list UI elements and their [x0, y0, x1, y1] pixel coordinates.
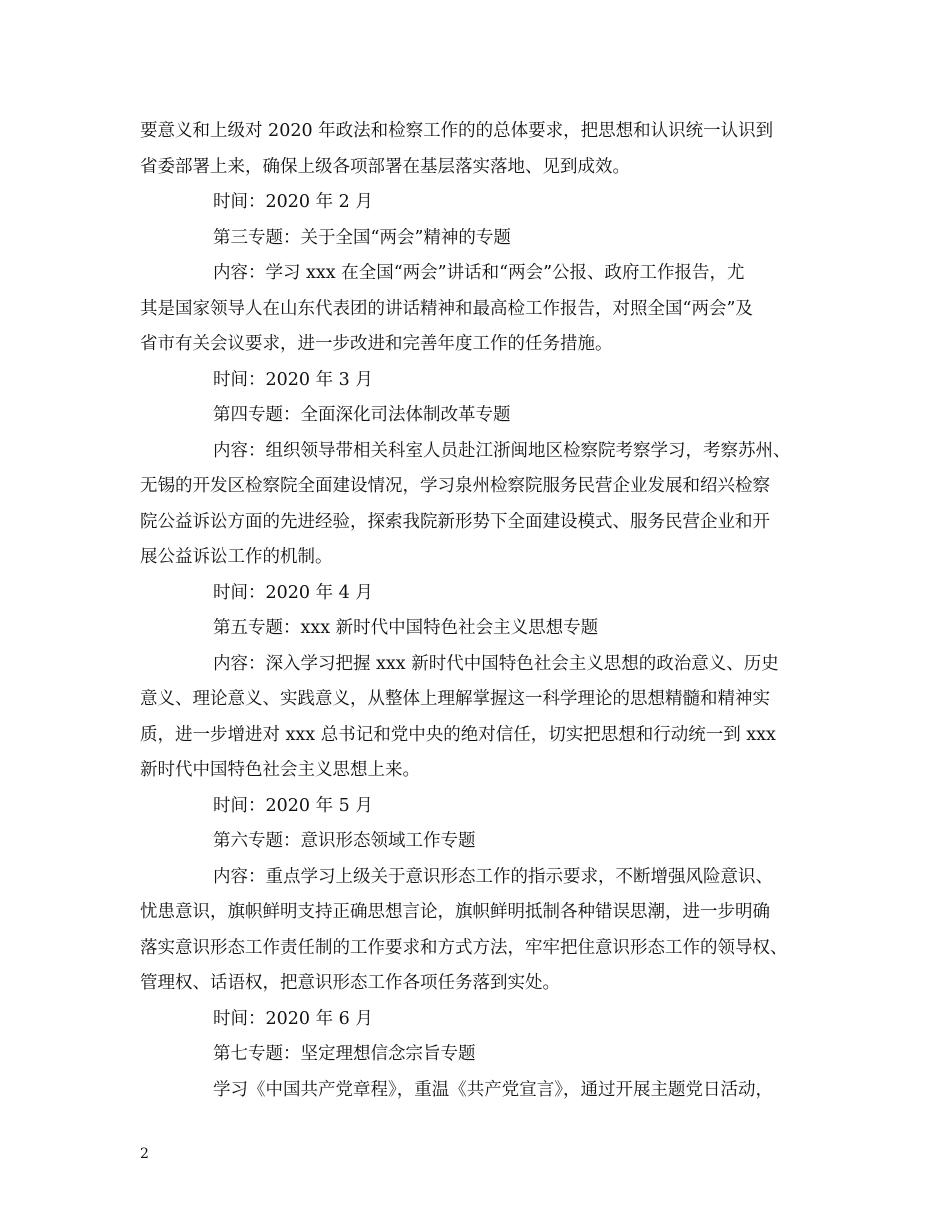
text-line: 时间：2020 年 6 月 — [213, 1008, 373, 1029]
text-line: 省委部署上来，确保上级各项部署在基层落实落地、见到成效。 — [140, 156, 630, 177]
text-line: 省市有关会议要求，进一步改进和完善年度工作的任务措施。 — [140, 334, 613, 354]
text-line: 内容：深入学习把握 xxx 新时代中国特色社会主义思想的政治意义、历史 — [213, 653, 779, 674]
text-line: 要意义和上级对 2020 年政法和检察工作的的总体要求，把思想和认识统一认识到 — [140, 121, 774, 141]
text-line: 时间：2020 年 4 月 — [213, 582, 373, 603]
text-line: 无锡的开发区检察院全面建设情况，学习泉州检察院服务民营企业发展和绍兴检察 — [140, 476, 770, 496]
text-line: 第六专题：意识形态领域工作专题 — [213, 831, 476, 851]
text-line: 第五专题：xxx 新时代中国特色社会主义思想专题 — [213, 618, 599, 638]
text-line: 时间：2020 年 2 月 — [213, 192, 373, 212]
text-line: 管理权、话语权，把意识形态工作各项任务落到实处。 — [140, 973, 560, 993]
text-line: 新时代中国特色社会主义思想上来。 — [140, 760, 420, 780]
text-line: 意义、理论意义、实践意义，从整体上理解掌握这一科学理论的思想精髓和精神实 — [140, 689, 770, 709]
text-line: 内容：组织领导带相关科室人员赴江浙闽地区检察院考察学习，考察苏州、 — [213, 440, 791, 461]
text-line: 质，进一步增进对 xxx 总书记和党中央的绝对信任，切实把思想和行动统一到 xxx — [140, 724, 776, 745]
text-line: 第三专题：关于全国“两会”精神的专题 — [213, 227, 511, 248]
text-line: 其是国家领导人在山东代表团的讲话精神和最高检工作报告，对照全国“两会”及 — [140, 298, 753, 319]
text-line: 落实意识形态工作责任制的工作要求和方式方法，牢牢把住意识形态工作的领导权、 — [140, 937, 788, 958]
text-line: 内容：学习 xxx 在全国“两会”讲话和“两会”公报、政府工作报告，尤 — [213, 263, 745, 283]
text-line: 院公益诉讼方面的先进经验，探索我院新形势下全面建设模式、服务民营企业和开 — [140, 511, 770, 532]
page-number: 2 — [140, 1146, 149, 1162]
text-line: 展公益诉讼工作的机制。 — [140, 547, 333, 567]
text-line: 第七专题：坚定理想信念宗旨专题 — [213, 1044, 476, 1064]
text-line: 时间：2020 年 5 月 — [213, 795, 373, 816]
text-line: 内容：重点学习上级关于意识形态工作的指示要求，不断增强风险意识、 — [213, 866, 773, 887]
text-line: 第四专题：全面深化司法体制改革专题 — [213, 405, 511, 425]
document-body — [140, 114, 830, 1108]
text-line: 忧患意识，旗帜鲜明支持正确思想言论，旗帜鲜明抵制各种错误思潮，进一步明确 — [140, 902, 770, 922]
text-line: 学习《中国共产党章程》，重温《共产党宣言》，通过开展主题党日活动， — [213, 1079, 773, 1100]
text-line: 时间：2020 年 3 月 — [213, 369, 373, 390]
